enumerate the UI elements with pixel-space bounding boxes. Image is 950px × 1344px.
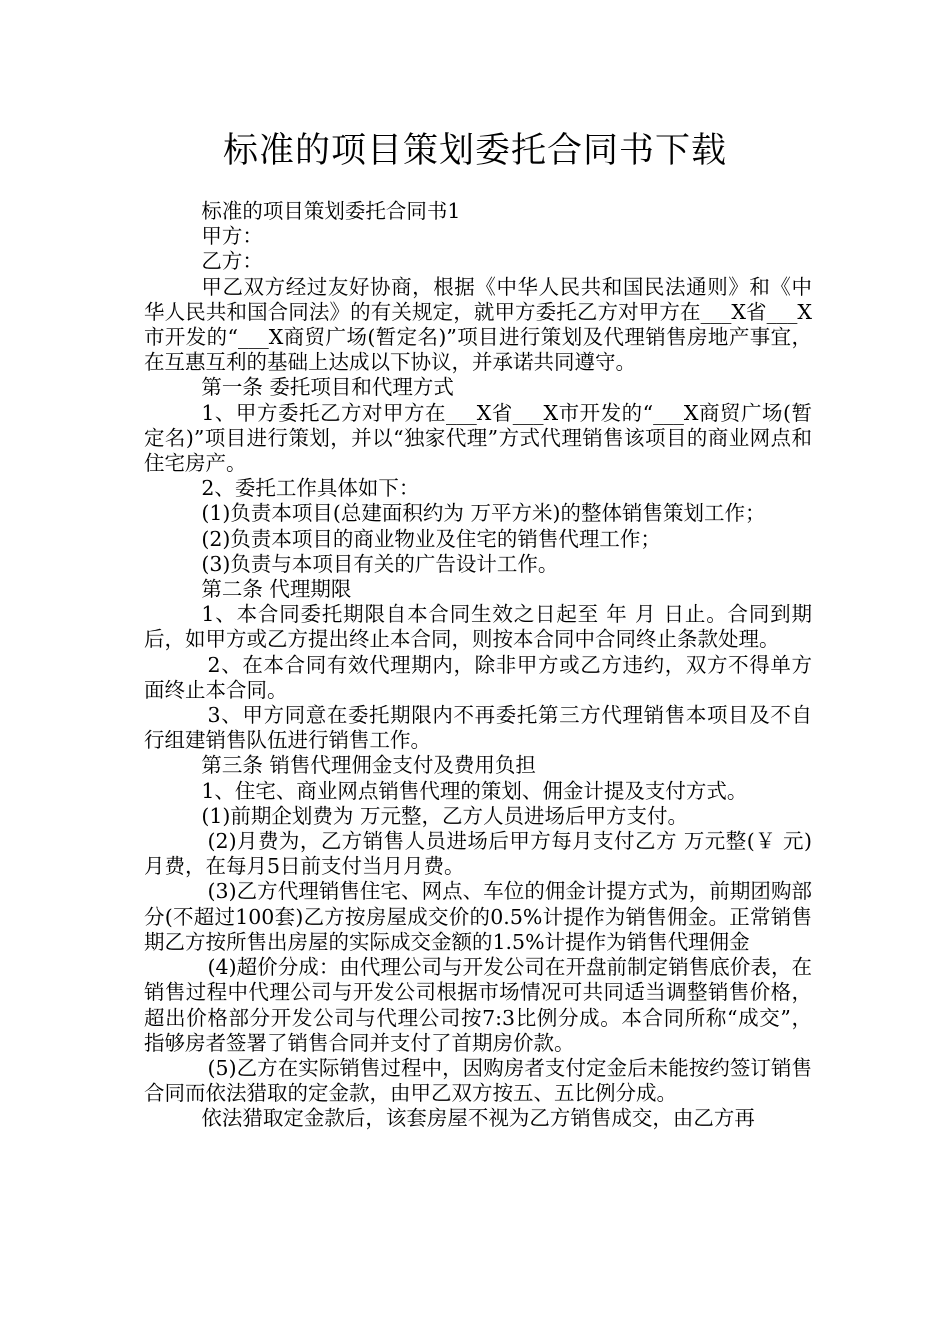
article-2-clause-2: 2、在本合同有效代理期内，除非甲方或乙方违约，双方不得单方面终止本合同。	[144, 652, 812, 702]
article-1-item-1: (1)负责本项目(总建面积约为 万平方米)的整体销售策划工作；	[201, 501, 766, 526]
article-1-clause-2: 2、委托工作具体如下：	[201, 476, 420, 501]
document-title: 标准的项目策划委托合同书下载	[222, 131, 727, 171]
article-1-clause-1: 1、甲方委托乙方对甲方在___X省___X市开发的“___X商贸广场(暂定名)”项目进行策划，并以“独家代理”方式代理销售该项目的商业网点和住宅房产。	[144, 400, 812, 476]
article-3-clause-1: 1、住宅、商业网点销售代理的策划、佣金计提及支付方式。	[201, 778, 748, 803]
party-b-line: 乙方：	[201, 249, 263, 274]
article-2-clause-3: 3、甲方同意在委托期限内不再委托第三方代理销售本项目及不自行组建销售队伍进行销售工作。	[144, 703, 812, 753]
party-a-line: 甲方：	[201, 224, 263, 249]
contract-heading: 标准的项目策划委托合同书1	[201, 199, 461, 223]
article-1-item-3: (3)负责与本项目有关的广告设计工作。	[201, 551, 559, 576]
article-3-heading: 第三条 销售代理佣金支付及费用负担	[201, 753, 536, 778]
article-2-clause-1: 1、本合同委托期限自本合同生效之日起至 年 月 日止。合同到期后，如甲方或乙方提出终止本合同，则按本合同中合同终止条款处理。	[144, 602, 812, 652]
preamble-paragraph: 甲乙双方经过友好协商，根据《中华人民共和国民法通则》和《中华人民共和国合同法》的有关规定，就甲方委托乙方对甲方在___X省___X市开发的“___X商贸广场(暂定名)”项目进行策划及代理销售房地产事宜，在互惠互利的基础上达成以下协议，并承诺共同遵守。	[144, 274, 812, 375]
article-1-item-2: (2)负责本项目的商业物业及住宅的销售代理工作；	[201, 526, 661, 551]
article-3-item-4: (4)超价分成：由代理公司与开发公司在开盘前制定销售底价表，在销售过程中代理公司与开发公司根据市场情况可共同适当调整销售价格，超出价格部分开发公司与代理公司按7:3比例分成。本合同所称“成交”，指够房者签署了销售合同并支付了首期房价款。	[144, 955, 812, 1055]
document-body	[144, 199, 812, 1132]
article-3-item-3: (3)乙方代理销售住宅、网点、车位的佣金计提方式为，前期团购部分(不超过100套)乙方按房屋成交价的0.5%计提作为销售佣金。正常销售期乙方按所售出房屋的实际成交金额的1.5%计提作为销售代理佣金	[144, 879, 812, 954]
article-2-heading: 第二条 代理期限	[201, 577, 352, 602]
article-3-item-1: (1)前期企划费为 万元整，乙方人员进场后甲方支付。	[201, 803, 688, 828]
article-1-heading: 第一条 委托项目和代理方式	[201, 375, 454, 400]
article-3-item-5: (5)乙方在实际销售过程中，因购房者支付定金后未能按约签订销售合同而依法猎取的定金款，由甲乙双方按五、五比例分成。	[144, 1055, 812, 1106]
article-3-continuation: 依法猎取定金款后，该套房屋不视为乙方销售成交，由乙方再	[201, 1106, 755, 1131]
article-3-item-2: (2)月费为，乙方销售人员进场后甲方每月支付乙方 万元整(￥ 元)月费，在每月5日前支付当月月费。	[144, 829, 812, 879]
